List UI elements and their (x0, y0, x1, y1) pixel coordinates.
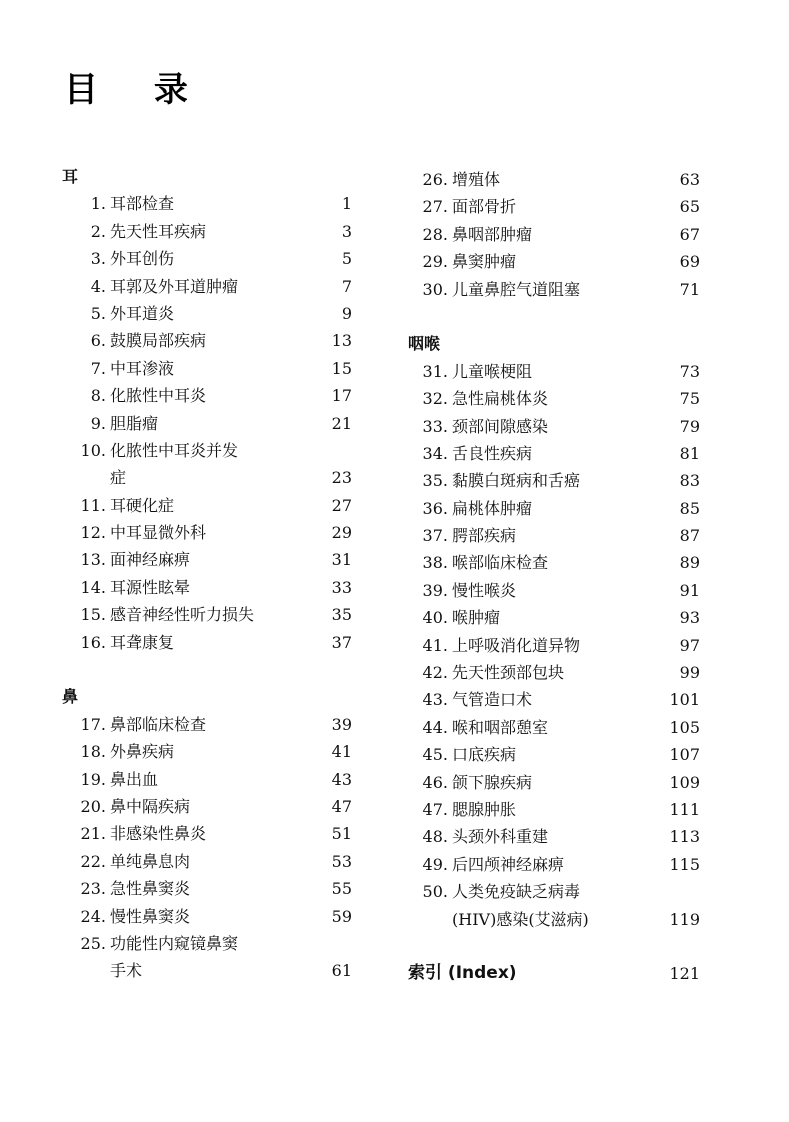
entry-page: 113 (669, 827, 700, 847)
entry-title: 喉肿瘤 (452, 608, 501, 628)
entry-number: 4. (90, 276, 106, 296)
toc-entry[interactable] (408, 577, 700, 604)
entry-title: 气管造口术 (452, 690, 533, 710)
entry-title: 功能性内窥镜鼻窦 (110, 933, 239, 953)
entry-title: 外耳创伤 (110, 249, 175, 269)
entry-page-spacer (312, 437, 352, 464)
section-heading: 鼻 (62, 687, 79, 707)
entry-page: 61 (331, 961, 352, 981)
entry-number: 31. (422, 361, 448, 381)
entry-number: 2. (90, 221, 106, 241)
entry-number: 13. (80, 550, 106, 570)
toc-entry[interactable] (62, 382, 352, 409)
entry-page: 85 (679, 498, 700, 518)
entry-title: 先天性颈部包块 (452, 663, 565, 683)
index-entry[interactable] (408, 960, 700, 987)
entry-page: 91 (679, 580, 700, 600)
entry-number: 39. (422, 580, 448, 600)
entry-number: 1. (90, 194, 106, 214)
entry-page: 69 (679, 252, 700, 272)
entry-title: 鼻咽部肿瘤 (452, 224, 533, 244)
toc-right-column (408, 166, 700, 988)
entry-page: 101 (669, 690, 700, 710)
toc-left-column (62, 163, 352, 985)
section-heading: 咽喉 (408, 334, 441, 354)
entry-title: 耳硬化症 (110, 495, 175, 515)
entry-page: 75 (679, 389, 700, 409)
entry-title: 中耳渗液 (110, 358, 175, 378)
toc-entry[interactable] (408, 851, 700, 878)
entry-page: 55 (331, 879, 352, 899)
entry-title: 喉和咽部憩室 (452, 717, 549, 737)
entry-title: 喉部临床检查 (452, 553, 549, 573)
entry-number: 46. (422, 772, 448, 792)
entry-number: 20. (80, 796, 106, 816)
entry-number: 32. (422, 389, 448, 409)
toc-entry[interactable] (408, 769, 700, 796)
toc-entry[interactable] (408, 193, 700, 220)
toc-entry[interactable] (408, 276, 700, 303)
entry-number: 42. (422, 663, 448, 683)
entry-page: 93 (679, 608, 700, 628)
entry-title: 外鼻疾病 (110, 742, 175, 762)
entry-title: 耳源性眩晕 (110, 577, 191, 597)
entry-number: 5. (90, 303, 106, 323)
entry-number: 15. (80, 605, 106, 625)
entry-page: 67 (679, 224, 700, 244)
toc-entry[interactable] (62, 574, 352, 601)
entry-number: 22. (80, 851, 106, 871)
entry-number: 48. (422, 827, 448, 847)
entry-page: 3 (341, 221, 352, 241)
toc-entry[interactable] (408, 385, 700, 412)
entry-page: 33 (331, 577, 352, 597)
entry-title: 急性鼻窦炎 (110, 879, 191, 899)
entry-number: 7. (90, 358, 106, 378)
entry-page: 87 (679, 526, 700, 546)
toc-entry[interactable] (408, 166, 700, 193)
entry-title: 颈部间隙感染 (452, 416, 549, 436)
entry-title: 黏膜白斑病和舌癌 (452, 471, 581, 491)
entry-page: 115 (669, 854, 700, 874)
toc-entry[interactable] (62, 820, 352, 847)
entry-number: 25. (80, 933, 106, 953)
entry-number: 49. (422, 854, 448, 874)
toc-entry[interactable] (408, 741, 700, 768)
spacer (408, 303, 700, 330)
entry-page: 27 (331, 495, 352, 515)
entry-number: 36. (422, 498, 448, 518)
entry-title: 后四颅神经麻痹 (452, 854, 565, 874)
entry-title: 单纯鼻息肉 (110, 851, 191, 871)
entry-title: 耳部检查 (110, 194, 175, 214)
toc-entry[interactable] (408, 522, 700, 549)
entry-number: 47. (422, 799, 448, 819)
entry-title: 舌良性疾病 (452, 443, 533, 463)
toc-entry-continuation[interactable] (408, 906, 700, 933)
entry-number: 3. (90, 249, 106, 269)
entry-title: 化脓性中耳炎并发 (110, 440, 239, 460)
entry-page-spacer (660, 878, 700, 905)
toc-entry[interactable] (408, 467, 700, 494)
entry-page: 15 (331, 358, 352, 378)
entry-number: 43. (422, 690, 448, 710)
indent (408, 906, 452, 933)
entry-page: 89 (679, 553, 700, 573)
entry-title: 鼻出血 (110, 769, 159, 789)
entry-page: 41 (331, 742, 352, 762)
entry-page: 105 (669, 717, 700, 737)
entry-title: 腮腺肿胀 (452, 799, 517, 819)
entry-title: 口底疾病 (452, 745, 517, 765)
toc-entry[interactable] (62, 218, 352, 245)
entry-number: 21. (80, 824, 106, 844)
entry-title: 胆脂瘤 (110, 413, 159, 433)
toc-entry[interactable] (62, 601, 352, 628)
entry-page: 119 (669, 909, 700, 929)
toc-entry[interactable] (408, 632, 700, 659)
entry-number: 6. (90, 331, 106, 351)
entry-title: 扁桃体肿瘤 (452, 498, 533, 518)
toc-entry[interactable] (408, 714, 700, 741)
toc-entry[interactable] (62, 492, 352, 519)
entry-page: 83 (679, 471, 700, 491)
entry-number: 34. (422, 443, 448, 463)
entry-number: 23. (80, 879, 106, 899)
entry-title: 鼻中隔疾病 (110, 796, 191, 816)
toc-entry[interactable] (408, 495, 700, 522)
entry-page: 97 (679, 635, 700, 655)
entry-title: 先天性耳疾病 (110, 221, 207, 241)
entry-page: 65 (679, 197, 700, 217)
entry-title: 面部骨折 (452, 197, 517, 217)
toc-entry-continuation[interactable] (62, 464, 352, 491)
entry-page: 21 (331, 413, 352, 433)
entry-number: 24. (80, 906, 106, 926)
entry-page: 13 (331, 331, 352, 351)
toc-entry[interactable] (408, 440, 700, 467)
toc-entry[interactable] (408, 549, 700, 576)
entry-title: 慢性鼻窦炎 (110, 906, 191, 926)
entry-number: 18. (80, 742, 106, 762)
entry-page: 53 (331, 851, 352, 871)
toc-entry[interactable] (62, 437, 352, 464)
entry-number: 17. (80, 714, 106, 734)
entry-title: 慢性喉炎 (452, 580, 517, 600)
entry-title: 中耳显微外科 (110, 523, 207, 543)
toc-entry[interactable] (408, 878, 700, 905)
entry-number: 29. (422, 252, 448, 272)
entry-title: 鼓膜局部疾病 (110, 331, 207, 351)
toc-entry[interactable] (62, 245, 352, 272)
toc-entry[interactable] (62, 930, 352, 957)
toc-entry[interactable] (62, 273, 352, 300)
toc-entry[interactable] (62, 519, 352, 546)
entry-page: 107 (669, 745, 700, 765)
index-page: 121 (669, 964, 700, 984)
entry-number: 41. (422, 635, 448, 655)
entry-number: 33. (422, 416, 448, 436)
entry-number: 50. (422, 882, 448, 902)
toc-entry[interactable] (408, 823, 700, 850)
entry-title: 颌下腺疾病 (452, 772, 533, 792)
entry-page: 7 (341, 276, 352, 296)
toc-entry[interactable] (62, 629, 352, 656)
entry-title: 人类免疫缺乏病毒 (452, 882, 581, 902)
toc-entry[interactable] (408, 248, 700, 275)
entry-page: 73 (679, 361, 700, 381)
entry-number: 37. (422, 526, 448, 546)
entry-number: 27. (422, 197, 448, 217)
entry-title-continued: 症 (110, 468, 127, 488)
toc-entry[interactable] (62, 738, 352, 765)
page-title: 目 录 (64, 70, 210, 110)
entry-title-continued: 手术 (110, 961, 143, 981)
entry-title: 外耳道炎 (110, 303, 175, 323)
entry-page: 35 (331, 605, 352, 625)
entry-title: 急性扁桃体炎 (452, 389, 549, 409)
entry-page-spacer (312, 930, 352, 957)
toc-entry[interactable] (408, 358, 700, 385)
entry-number: 14. (80, 577, 106, 597)
entry-page: 31 (331, 550, 352, 570)
entry-number: 11. (80, 495, 106, 515)
section-heading: 耳 (62, 167, 79, 186)
entry-title: 耳聋康复 (110, 632, 175, 652)
entry-page: 111 (669, 799, 700, 819)
entry-page: 109 (669, 772, 700, 792)
toc-entry[interactable] (62, 766, 352, 793)
entry-number: 12. (80, 523, 106, 543)
toc-entry[interactable] (62, 190, 352, 217)
indent (62, 957, 110, 984)
entry-number: 30. (422, 279, 448, 299)
toc-entry[interactable] (62, 875, 352, 902)
entry-number: 16. (80, 632, 106, 652)
toc-entry[interactable] (408, 686, 700, 713)
entry-page: 39 (331, 714, 352, 734)
entry-page: 71 (679, 279, 700, 299)
entry-number: 10. (80, 440, 106, 460)
toc-entry[interactable] (62, 355, 352, 382)
toc-entry[interactable] (62, 300, 352, 327)
entry-number: 44. (422, 717, 448, 737)
entry-title: 感音神经性听力损失 (110, 605, 255, 625)
entry-page: 9 (341, 303, 352, 323)
toc-entry[interactable] (408, 221, 700, 248)
toc-entry[interactable] (62, 546, 352, 573)
toc-entry[interactable] (62, 903, 352, 930)
toc-entry[interactable] (62, 327, 352, 354)
entry-page: 51 (331, 824, 352, 844)
entry-title: 腭部疾病 (452, 526, 517, 546)
toc-entry[interactable] (408, 796, 700, 823)
entry-title: 非感染性鼻炎 (110, 824, 207, 844)
toc-entry[interactable] (408, 413, 700, 440)
entry-title-continued: (HIV)感染(艾滋病) (452, 909, 589, 929)
entry-page: 17 (331, 386, 352, 406)
toc-entry[interactable] (62, 848, 352, 875)
spacer (62, 656, 352, 683)
entry-title: 儿童鼻腔气道阻塞 (452, 279, 581, 299)
entry-number: 35. (422, 471, 448, 491)
entry-title: 儿童喉梗阻 (452, 361, 533, 381)
entry-title: 化脓性中耳炎 (110, 386, 207, 406)
entry-page: 1 (341, 194, 352, 214)
toc-entry-continuation[interactable] (62, 957, 352, 984)
entry-title: 耳郭及外耳道肿瘤 (110, 276, 239, 296)
entry-page: 79 (679, 416, 700, 436)
entry-page: 63 (679, 170, 700, 189)
entry-number: 9. (90, 413, 106, 433)
entry-title: 头颈外科重建 (452, 827, 549, 847)
entry-title: 鼻部临床检查 (110, 714, 207, 734)
entry-page: 23 (331, 468, 352, 488)
toc-entry[interactable] (62, 711, 352, 738)
entry-number: 19. (80, 769, 106, 789)
entry-page: 81 (679, 443, 700, 463)
entry-page: 37 (331, 632, 352, 652)
entry-number: 45. (422, 745, 448, 765)
toc-entry[interactable] (408, 604, 700, 631)
entry-number: 8. (90, 386, 106, 406)
entry-title: 鼻窦肿瘤 (452, 252, 517, 272)
entry-page: 47 (331, 796, 352, 816)
toc-entry[interactable] (408, 659, 700, 686)
entry-page: 99 (679, 663, 700, 683)
entry-page: 59 (331, 906, 352, 926)
entry-number: 38. (422, 553, 448, 573)
toc-entry[interactable] (62, 793, 352, 820)
entry-page: 29 (331, 523, 352, 543)
index-title: 索引 (Index) (408, 963, 517, 984)
entry-number: 40. (422, 608, 448, 628)
entry-page: 43 (331, 769, 352, 789)
spacer (408, 933, 700, 960)
indent (62, 464, 110, 491)
entry-number: 26. (422, 170, 448, 189)
entry-title: 增殖体 (452, 170, 501, 189)
entry-number: 28. (422, 224, 448, 244)
entry-page: 5 (341, 249, 352, 269)
entry-title: 上呼吸消化道异物 (452, 635, 581, 655)
entry-title: 面神经麻痹 (110, 550, 191, 570)
toc-entry[interactable] (62, 410, 352, 437)
